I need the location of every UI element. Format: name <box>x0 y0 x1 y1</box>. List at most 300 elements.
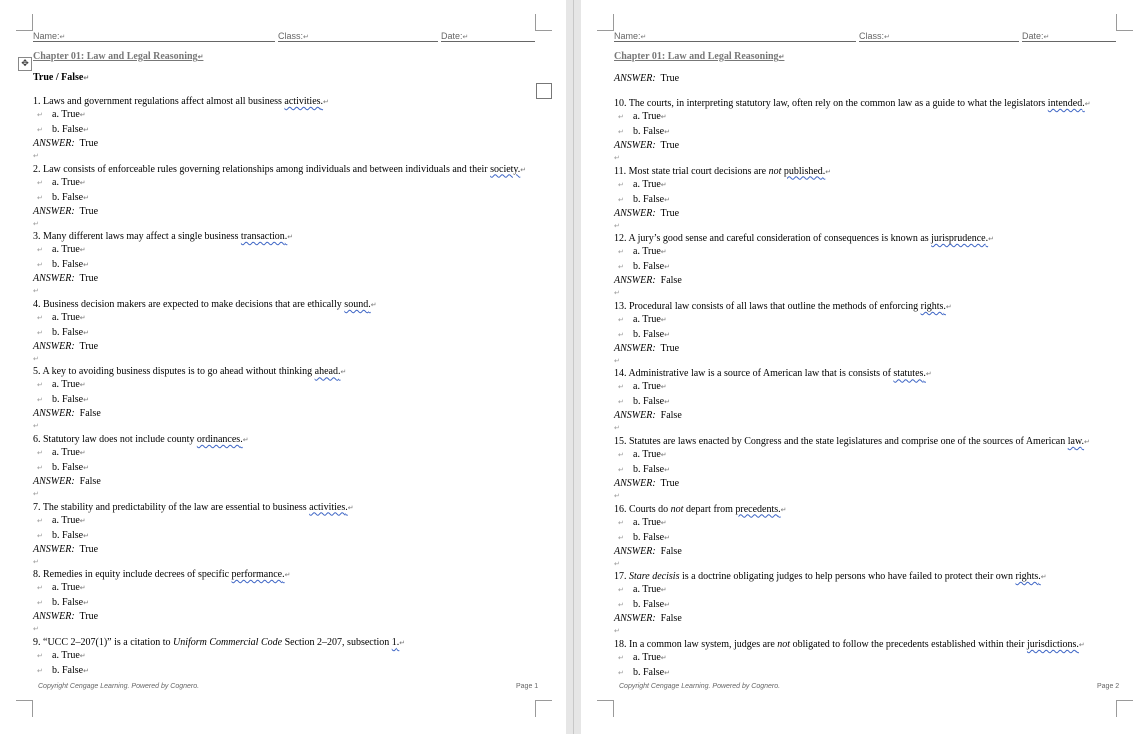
question-body: Law consists of enforceable rules governing relationships among individuals and between individuals and their <box>43 163 491 175</box>
answer-key <box>614 343 679 355</box>
answer-option-a[interactable] <box>633 111 667 123</box>
tab-mark-icon: ↵ <box>618 315 624 324</box>
paragraph-mark: ↵ <box>83 666 89 675</box>
question-number: 6. <box>33 434 41 445</box>
answer-option-b[interactable] <box>633 261 670 273</box>
option-label: b. False <box>52 259 84 271</box>
question-body: A jury’s good sense and careful consideration of consequences is known as <box>628 233 932 245</box>
option-label: a. True <box>52 649 80 661</box>
paragraph-mark: ↵ <box>242 436 249 444</box>
option-label: a. True <box>633 651 661 663</box>
question-body: Remedies in equity include decrees of specific <box>43 569 232 581</box>
question-number: 12. <box>614 233 627 245</box>
paragraph-mark: ↵ <box>79 313 86 322</box>
paragraph-mark: ↵ <box>660 113 667 121</box>
question-text <box>33 164 526 176</box>
answer-label: ANSWER: <box>614 140 656 151</box>
question-text <box>614 98 1091 110</box>
paragraph-mark: ↵ <box>1040 573 1047 582</box>
paragraph-mark: ↵ <box>83 531 89 540</box>
question-last-word: law <box>1067 436 1082 447</box>
question-body-cont: Section 2–207, subsection <box>282 636 392 648</box>
answer-option-a[interactable] <box>633 449 667 461</box>
question-period: . <box>822 165 826 177</box>
paragraph-mark: ↵ <box>1078 640 1085 649</box>
question-last-word: jurisdictions <box>1026 638 1077 650</box>
question-last-word: society <box>490 163 518 175</box>
option-label: a. True <box>633 584 661 596</box>
tab-mark-icon: ↵ <box>37 516 43 525</box>
question-text <box>614 301 952 313</box>
question-body: The courts, in interpreting statutory law, often rely on the common law as a guide to what the legislators <box>628 98 1048 109</box>
question-last-word: ordinances <box>196 434 241 445</box>
question-period: . <box>396 636 400 648</box>
date-label: Date:↵ <box>1022 31 1050 41</box>
answer-option-a[interactable] <box>52 447 86 459</box>
question-body: A key to avoiding business disputes is to go ahead without thinking <box>42 366 315 378</box>
answer-label: ANSWER: <box>33 205 75 217</box>
answer-key <box>33 611 98 623</box>
question-body: Administrative law is a source of American law that is consists of <box>628 368 894 380</box>
paragraph-mark: ↵ <box>660 383 667 392</box>
question-last-word: statutes <box>893 368 924 380</box>
answer-label: ANSWER: <box>614 410 656 422</box>
page-footer-copyright: Copyright Cengage Learning. Powered by Cognero. <box>38 683 200 690</box>
answer-label: ANSWER: <box>614 275 656 287</box>
answer-option-a[interactable] <box>633 584 667 596</box>
question-period: . <box>338 366 341 378</box>
paragraph-mark: ↵ <box>660 315 667 324</box>
question-text <box>33 96 329 108</box>
paragraph-mark: ↵ <box>83 328 89 337</box>
answer-key <box>33 341 98 353</box>
crop-mark-bottom-left <box>597 700 614 717</box>
question-number: 15. <box>614 436 627 447</box>
option-label: a. True <box>633 449 661 460</box>
page-footer-copyright: Copyright Cengage Learning. Powered by Cognero. <box>619 683 781 690</box>
paragraph-mark: ↵ <box>664 466 670 474</box>
tab-mark-icon: ↵ <box>618 668 624 677</box>
paragraph-mark: ↵ <box>399 638 406 647</box>
option-label: b. False <box>633 328 665 340</box>
question-period: . <box>345 501 348 513</box>
answer-option-b[interactable] <box>633 396 670 408</box>
header-fields <box>614 31 1116 42</box>
answer-option-b[interactable] <box>52 462 89 474</box>
tab-mark-icon: ↵ <box>618 586 624 595</box>
answer-option-b[interactable] <box>633 532 670 544</box>
question-last-word: rights <box>1015 571 1039 583</box>
class-line[interactable] <box>859 41 1019 42</box>
gutter-divider <box>573 0 574 734</box>
tab-mark-icon: ↵ <box>37 178 43 187</box>
answer-option-a[interactable] <box>52 312 86 324</box>
answer-option-b[interactable] <box>52 192 89 204</box>
option-label: a. True <box>52 244 80 256</box>
answer-option-b[interactable] <box>52 124 89 136</box>
question-number: 4. <box>33 298 41 310</box>
answer-label: ANSWER: <box>33 476 75 487</box>
option-label: b. False <box>633 126 665 137</box>
answer-value: True <box>660 478 680 489</box>
paragraph-mark: ↵ <box>825 167 832 176</box>
question-period: . <box>240 434 243 445</box>
answer-value: True <box>79 273 99 285</box>
paragraph-mark: ↵ <box>614 221 620 230</box>
question-text <box>33 502 354 514</box>
name-line[interactable] <box>614 41 856 42</box>
answer-option-a[interactable] <box>52 109 86 121</box>
option-label: a. True <box>52 379 80 391</box>
paragraph-mark: ↵ <box>83 126 89 134</box>
paragraph-mark: ↵ <box>83 599 89 608</box>
tab-mark-icon: ↵ <box>37 111 43 119</box>
paragraph-mark: ↵ <box>83 396 89 405</box>
question-period: . <box>282 569 285 581</box>
paragraph-mark: ↵ <box>347 503 354 512</box>
class-line[interactable] <box>278 41 438 42</box>
answer-value: True <box>79 611 99 623</box>
section-title: True / False↵ <box>33 72 90 83</box>
document-page-2 <box>581 0 1147 734</box>
paragraph-mark: ↵ <box>520 165 527 174</box>
tab-mark-icon: ↵ <box>37 261 43 270</box>
answer-value: True <box>660 207 680 219</box>
table-move-handle-icon[interactable]: ✥ <box>18 57 32 71</box>
tab-mark-icon: ↵ <box>37 328 43 337</box>
tab-mark-icon: ↵ <box>618 263 624 272</box>
question-body: Statutory law does not include county <box>43 434 197 445</box>
option-label: b. False <box>52 597 84 609</box>
answer-option-a[interactable] <box>633 517 667 529</box>
tab-mark-icon: ↵ <box>37 584 43 593</box>
carried-answer: ANSWER: True <box>614 73 680 84</box>
tab-mark-icon: ↵ <box>37 449 43 457</box>
answer-option-b[interactable] <box>52 394 89 406</box>
question-period: . <box>923 368 926 380</box>
answer-option-b[interactable] <box>633 464 670 476</box>
question-text <box>614 233 994 245</box>
paragraph-mark: ↵ <box>79 178 86 187</box>
option-label: a. True <box>633 178 661 190</box>
option-label: b. False <box>633 666 665 678</box>
answer-option-b[interactable] <box>52 597 89 609</box>
answer-label: ANSWER: <box>33 611 75 623</box>
option-label: b. False <box>633 599 665 611</box>
answer-key <box>614 410 682 422</box>
option-label: a. True <box>52 514 80 526</box>
answer-key <box>33 544 98 556</box>
option-label: b. False <box>633 193 665 205</box>
option-label: b. False <box>52 462 84 473</box>
question-number: 13. <box>614 300 627 312</box>
answer-key <box>614 275 682 287</box>
question-number: 7. <box>33 501 41 513</box>
answer-value: True <box>79 138 99 149</box>
paragraph-mark: ↵ <box>33 152 39 160</box>
question-last-word: activities <box>309 501 346 513</box>
tab-mark-icon: ↵ <box>37 531 43 540</box>
paragraph-mark: ↵ <box>33 490 39 498</box>
question-text <box>614 436 1090 448</box>
question-body: “UCC 2–207(1)” is a citation to <box>43 636 173 648</box>
date-line[interactable] <box>441 41 535 42</box>
crop-mark-top-right <box>1116 14 1133 31</box>
tab-mark-icon: ↵ <box>618 195 624 204</box>
option-label: b. False <box>52 191 84 203</box>
paragraph-mark: ↵ <box>83 261 89 270</box>
tab-mark-icon: ↵ <box>618 653 624 662</box>
answer-option-a[interactable] <box>633 314 667 326</box>
answer-option-b[interactable] <box>633 667 670 679</box>
paragraph-mark: ↵ <box>79 381 86 390</box>
tab-mark-icon: ↵ <box>37 313 43 322</box>
question-last-word: precedents <box>735 503 779 515</box>
paragraph-mark: ↵ <box>79 651 86 660</box>
paragraph-mark: ↵ <box>33 219 39 228</box>
option-label: b. False <box>52 394 84 406</box>
paragraph-mark: ↵ <box>287 233 294 242</box>
answer-option-b[interactable] <box>633 194 670 206</box>
question-text <box>33 569 290 581</box>
question-period: . <box>943 300 946 312</box>
question-number: 16. <box>614 503 627 515</box>
tab-mark-icon: ↵ <box>618 248 624 257</box>
paragraph-mark: ↵ <box>33 287 39 296</box>
paragraph-mark: ↵ <box>79 449 86 457</box>
answer-option-a[interactable] <box>52 177 86 189</box>
crop-mark-bottom-right <box>535 700 552 717</box>
paragraph-mark: ↵ <box>660 653 667 662</box>
answer-value: True <box>79 340 99 352</box>
question-body: Business decision makers are expected to make decisions that are ethically <box>43 298 345 310</box>
answer-option-a[interactable] <box>52 650 86 662</box>
paragraph-mark: ↵ <box>79 246 86 255</box>
table-resize-box[interactable] <box>536 83 552 99</box>
question-text <box>614 166 831 178</box>
question-last-word: published <box>783 165 823 177</box>
answer-label: ANSWER: <box>614 613 656 625</box>
option-label: a. True <box>52 109 80 120</box>
option-label: a. True <box>633 111 661 122</box>
class-label: Class:↵ <box>859 31 890 41</box>
question-last-word: rights <box>920 300 944 312</box>
tab-mark-icon: ↵ <box>618 113 624 121</box>
chapter-title: Chapter 01: Law and Legal Reasoning↵ <box>614 51 785 62</box>
answer-label: ANSWER: <box>614 478 656 489</box>
answer-option-b[interactable] <box>52 665 89 677</box>
answer-value: False <box>660 545 682 557</box>
question-number: 10. <box>614 98 627 109</box>
question-number: 8. <box>33 569 41 581</box>
tab-mark-icon: ↵ <box>37 599 43 608</box>
answer-key <box>614 613 682 625</box>
question-period: . <box>1081 436 1085 447</box>
paragraph-mark: ↵ <box>323 98 329 106</box>
tab-mark-icon: ↵ <box>618 466 624 474</box>
answer-option-a[interactable] <box>52 244 86 256</box>
paragraph-mark: ↵ <box>33 557 39 566</box>
tab-mark-icon: ↵ <box>618 518 624 527</box>
date-line[interactable] <box>1022 41 1116 42</box>
answer-label: ANSWER: <box>33 408 75 420</box>
answer-label: ANSWER: <box>614 342 656 354</box>
paragraph-mark: ↵ <box>660 180 667 189</box>
answer-key <box>33 476 101 488</box>
paragraph-mark: ↵ <box>1084 438 1090 446</box>
tab-mark-icon: ↵ <box>618 533 624 542</box>
paragraph-mark: ↵ <box>79 584 86 593</box>
answer-key <box>33 138 98 150</box>
question-number: 3. <box>33 231 41 243</box>
tab-mark-icon: ↵ <box>37 464 43 472</box>
answer-option-b[interactable] <box>633 126 670 138</box>
paragraph-mark: ↵ <box>614 627 620 636</box>
question-last-word: transaction <box>240 231 285 243</box>
question-last-word: performance <box>231 569 283 581</box>
option-label: a. True <box>52 582 80 594</box>
question-number: 2. <box>33 163 41 175</box>
paragraph-mark: ↵ <box>664 195 670 204</box>
answer-value: True <box>79 543 99 555</box>
tab-mark-icon: ↵ <box>618 451 624 459</box>
question-text <box>614 639 1085 651</box>
question-emphasis: not <box>670 503 684 515</box>
option-label: b. False <box>52 124 84 135</box>
option-label: a. True <box>52 311 80 323</box>
paragraph-mark: ↵ <box>33 354 39 363</box>
paragraph-mark: ↵ <box>988 235 994 244</box>
header-fields <box>33 31 535 42</box>
question-body: Courts do <box>629 503 671 515</box>
question-period: . <box>985 233 989 245</box>
question-emphasis: Stare decisis <box>629 571 680 583</box>
answer-key <box>614 208 679 220</box>
question-text <box>33 434 249 446</box>
paragraph-mark: ↵ <box>925 370 932 379</box>
option-label: b. False <box>633 261 665 273</box>
answer-label: ANSWER: <box>33 340 75 352</box>
option-label: a. True <box>633 313 661 325</box>
paragraph-mark: ↵ <box>284 571 291 580</box>
tab-mark-icon: ↵ <box>37 246 43 255</box>
answer-option-a[interactable] <box>633 179 667 191</box>
answer-option-a[interactable] <box>633 652 667 664</box>
tab-mark-icon: ↵ <box>618 330 624 339</box>
paragraph-mark: ↵ <box>660 518 667 527</box>
answer-value: False <box>79 408 101 420</box>
tab-mark-icon: ↵ <box>618 383 624 392</box>
tab-mark-icon: ↵ <box>37 193 43 202</box>
answer-value: False <box>660 410 682 422</box>
answer-key <box>33 273 98 285</box>
paragraph-mark: ↵ <box>614 424 620 433</box>
crop-mark-top-right <box>535 14 552 31</box>
question-body: Statutes are laws enacted by Congress and the state legislatures and comprise one of the sources of American <box>629 436 1068 447</box>
option-label: a. True <box>633 516 661 528</box>
question-period: . <box>1076 638 1079 650</box>
answer-value: True <box>79 205 99 217</box>
paragraph-mark: ↵ <box>660 451 667 459</box>
page-number: Page 2 <box>1097 683 1120 690</box>
answer-label: ANSWER: <box>614 545 656 557</box>
answer-key <box>614 140 679 152</box>
question-period: . <box>1038 571 1041 583</box>
tab-mark-icon: ↵ <box>618 601 624 610</box>
crop-mark-bottom-left <box>16 700 33 717</box>
question-last-word: jurisprudence <box>931 233 986 245</box>
tab-mark-icon: ↵ <box>618 180 624 189</box>
answer-option-b[interactable] <box>633 329 670 341</box>
question-body: Laws and government regulations affect almost all business <box>43 96 285 107</box>
paragraph-mark: ↵ <box>33 422 39 431</box>
question-body: Most state trial court decisions are <box>628 165 769 177</box>
answer-option-a[interactable] <box>633 381 667 393</box>
question-number: 18. <box>614 638 627 650</box>
paragraph-mark: ↵ <box>664 668 670 677</box>
answer-value: True <box>660 342 680 354</box>
question-last-word: sound <box>344 298 369 310</box>
tab-mark-icon: ↵ <box>37 381 43 390</box>
paragraph-mark: ↵ <box>83 464 89 472</box>
tab-mark-icon: ↵ <box>37 651 43 660</box>
question-body: Many different laws may affect a single business <box>43 231 241 243</box>
answer-option-a[interactable] <box>52 582 86 594</box>
paragraph-mark: ↵ <box>614 289 620 298</box>
question-text <box>614 571 1047 583</box>
answer-option-b[interactable] <box>52 530 89 542</box>
question-body: The stability and predictability of the law are essential to business <box>42 501 310 513</box>
answer-option-a[interactable] <box>52 515 86 527</box>
answer-label: ANSWER: <box>33 543 75 555</box>
tab-mark-icon: ↵ <box>37 666 43 675</box>
question-text <box>614 504 787 516</box>
question-period: . <box>778 503 781 515</box>
name-line[interactable] <box>33 41 275 42</box>
paragraph-mark: ↵ <box>614 492 620 500</box>
answer-key <box>33 408 101 420</box>
paragraph-mark: ↵ <box>33 625 39 634</box>
answer-option-b[interactable] <box>52 259 89 271</box>
date-label: Date:↵ <box>441 31 469 41</box>
answer-value: True <box>660 140 680 151</box>
question-number: 5. <box>33 366 41 378</box>
chapter-title: Chapter 01: Law and Legal Reasoning↵ <box>33 51 204 62</box>
paragraph-mark: ↵ <box>83 193 89 202</box>
class-label: Class:↵ <box>278 31 309 41</box>
paragraph-mark: ↵ <box>664 330 670 339</box>
question-number: 17. <box>614 571 627 583</box>
answer-value: False <box>660 275 682 287</box>
crop-mark-bottom-right <box>1116 700 1133 717</box>
answer-option-a[interactable] <box>633 246 667 258</box>
question-text <box>33 231 293 243</box>
question-text <box>33 299 377 311</box>
answer-label: ANSWER: <box>33 138 75 149</box>
option-label: a. True <box>633 381 661 393</box>
answer-option-a[interactable] <box>52 379 86 391</box>
paragraph-mark: ↵ <box>340 368 347 377</box>
option-label: a. True <box>52 176 80 188</box>
option-label: a. True <box>633 246 661 258</box>
paragraph-mark: ↵ <box>664 601 670 610</box>
paragraph-mark: ↵ <box>1084 100 1091 108</box>
answer-option-b[interactable] <box>52 327 89 339</box>
answer-option-b[interactable] <box>633 599 670 611</box>
tab-mark-icon: ↵ <box>618 128 624 136</box>
question-emphasis: not <box>777 638 791 650</box>
question-last-word: intended <box>1047 98 1083 109</box>
